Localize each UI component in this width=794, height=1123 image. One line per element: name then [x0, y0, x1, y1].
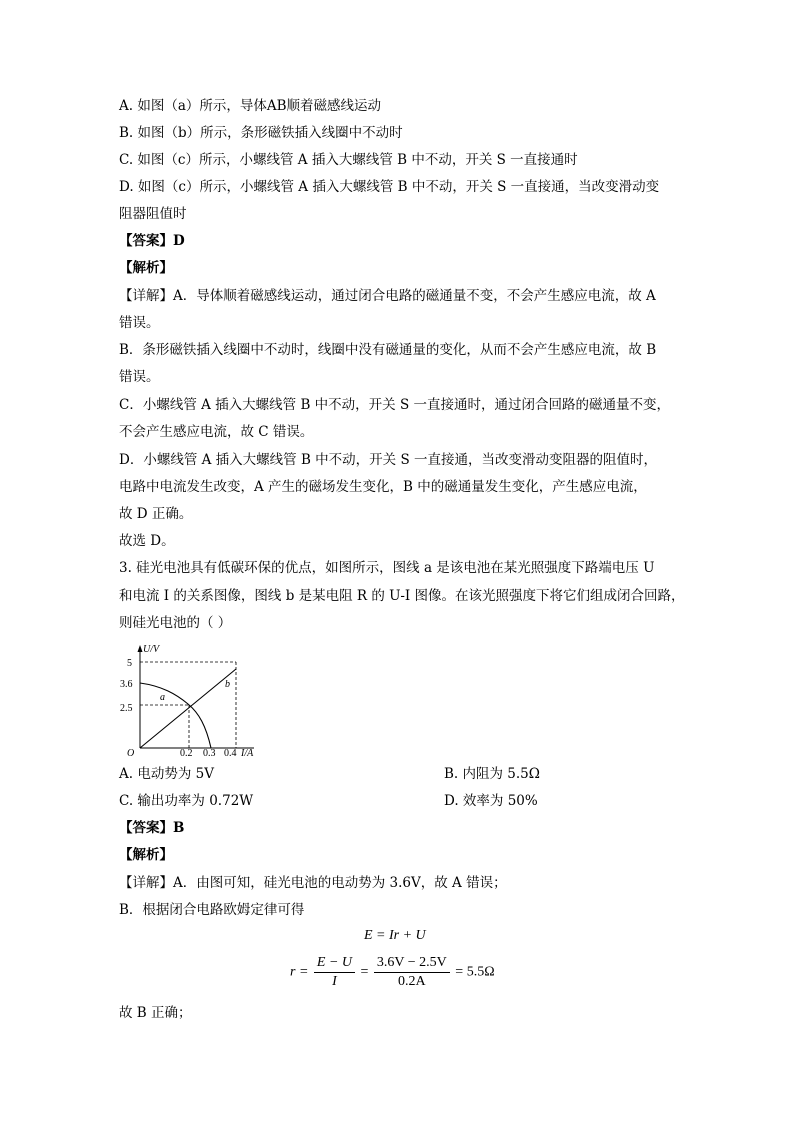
- y-tick-label: 3.6: [120, 679, 133, 690]
- prev-analysis-heading: 【解析】: [119, 260, 173, 276]
- q3-analysis-heading: 【解析】: [119, 847, 173, 863]
- prev-option-b: B. 如图（b）所示，条形磁铁插入线圈中不动时: [119, 125, 403, 141]
- formula-equals: =: [360, 964, 369, 980]
- q3-answer: 【答案】B: [119, 820, 185, 836]
- prev-detail-line: 不会产生感应电流，故 C 错误。: [119, 424, 314, 440]
- fraction-numerator: E − U: [314, 954, 355, 973]
- x-tick-label: 0.4: [224, 748, 237, 759]
- fraction-symbolic: [314, 954, 355, 991]
- q3-stem-line: 则硅光电池的（ ）: [119, 615, 232, 631]
- q3-stem-line: 3. 硅光电池具有低碳环保的优点，如图所示，图线 a 是该电池在某光照强度下路端电压 U: [119, 560, 655, 576]
- y-tick-label: 2.5: [120, 703, 133, 714]
- prev-detail-line: 故 D 正确。: [119, 506, 193, 522]
- prev-detail-line: 错误。: [119, 369, 160, 385]
- q3-option-c: C. 输出功率为 0.72W: [119, 793, 254, 809]
- q3-option-d: D. 效率为 50%: [444, 793, 538, 809]
- q3-option-a: A. 电动势为 5V: [119, 766, 214, 782]
- prev-detail-line: D．小螺线管 A 插入大螺线管 B 中不动，开关 S 一直接通，当改变滑动变阻器的阻值时，: [119, 452, 657, 468]
- u-i-graph: [114, 642, 264, 762]
- x-axis-label: I/A: [241, 748, 254, 759]
- formula-internal-resistance: [290, 954, 495, 991]
- y-axis-label: U/V: [143, 644, 160, 655]
- fraction-denominator: I: [332, 974, 337, 989]
- curve-a-label: a: [160, 692, 165, 703]
- curve-a: [140, 683, 211, 748]
- formula-emf: E = Ir + U: [364, 928, 426, 943]
- q3-stem-line: 和电流 I 的关系图像，图线 b 是某电阻 R 的 U-I 图像。在该光照强度下将它们组成闭合回路，: [119, 588, 685, 604]
- prev-option-c: C. 如图（c）所示，小螺线管 A 插入大螺线管 B 中不动，开关 S 一直接通时: [119, 152, 578, 168]
- q3-detail-a: 【详解】A．由图可知，硅光电池的电动势为 3.6V，故 A 错误；: [119, 875, 507, 891]
- formula-result: = 5.5Ω: [455, 964, 495, 980]
- fraction-denominator: 0.2A: [398, 974, 426, 989]
- prev-detail-line: 电路中电流发生改变，A 产生的磁场发生变化，B 中的磁通量发生变化，产生感应电流，: [119, 479, 647, 495]
- x-tick-label: 0.2: [180, 748, 193, 759]
- origin-label: O: [127, 748, 135, 759]
- prev-option-d-line2: 阻器阻值时: [119, 206, 187, 222]
- prev-detail-line: 错误。: [119, 315, 160, 331]
- prev-option-a: A. 如图（a）所示，导体AB顺着磁感线运动: [119, 98, 382, 114]
- q3-detail-b-intro: B．根据闭合电路欧姆定律可得: [119, 902, 305, 918]
- formula-lhs: r =: [290, 964, 309, 980]
- prev-detail-line: 故选 D。: [119, 533, 175, 549]
- y-axis-arrow-icon: [138, 645, 143, 652]
- y-tick-label: 5: [127, 658, 132, 669]
- q3-option-b: B. 内阻为 5.5Ω: [444, 766, 540, 782]
- prev-detail-line: B．条形磁铁插入线圈中不动时，线圈中没有磁通量的变化，从而不会产生感应电流，故 B: [119, 342, 657, 358]
- x-tick-label: 0.3: [203, 748, 216, 759]
- fraction-numeric: [374, 954, 450, 991]
- prev-option-d-line1: D. 如图（c）所示，小螺线管 A 插入大螺线管 B 中不动，开关 S 一直接通，当改变滑动变: [119, 179, 660, 195]
- prev-detail-line: C．小螺线管 A 插入大螺线管 B 中不动，开关 S 一直接通时，通过闭合回路的磁通量不变，: [119, 397, 670, 413]
- line-b-label: b: [225, 679, 230, 690]
- prev-answer: 【答案】D: [119, 233, 185, 249]
- prev-detail-line: 【详解】A．导体顺着磁感线运动，通过闭合电路的磁通量不变，不会产生感应电流，故 A: [119, 288, 656, 304]
- fraction-numerator: 3.6V − 2.5V: [374, 954, 450, 973]
- q3-detail-b-end: 故 B 正确；: [119, 1005, 192, 1021]
- line-b: [140, 669, 236, 748]
